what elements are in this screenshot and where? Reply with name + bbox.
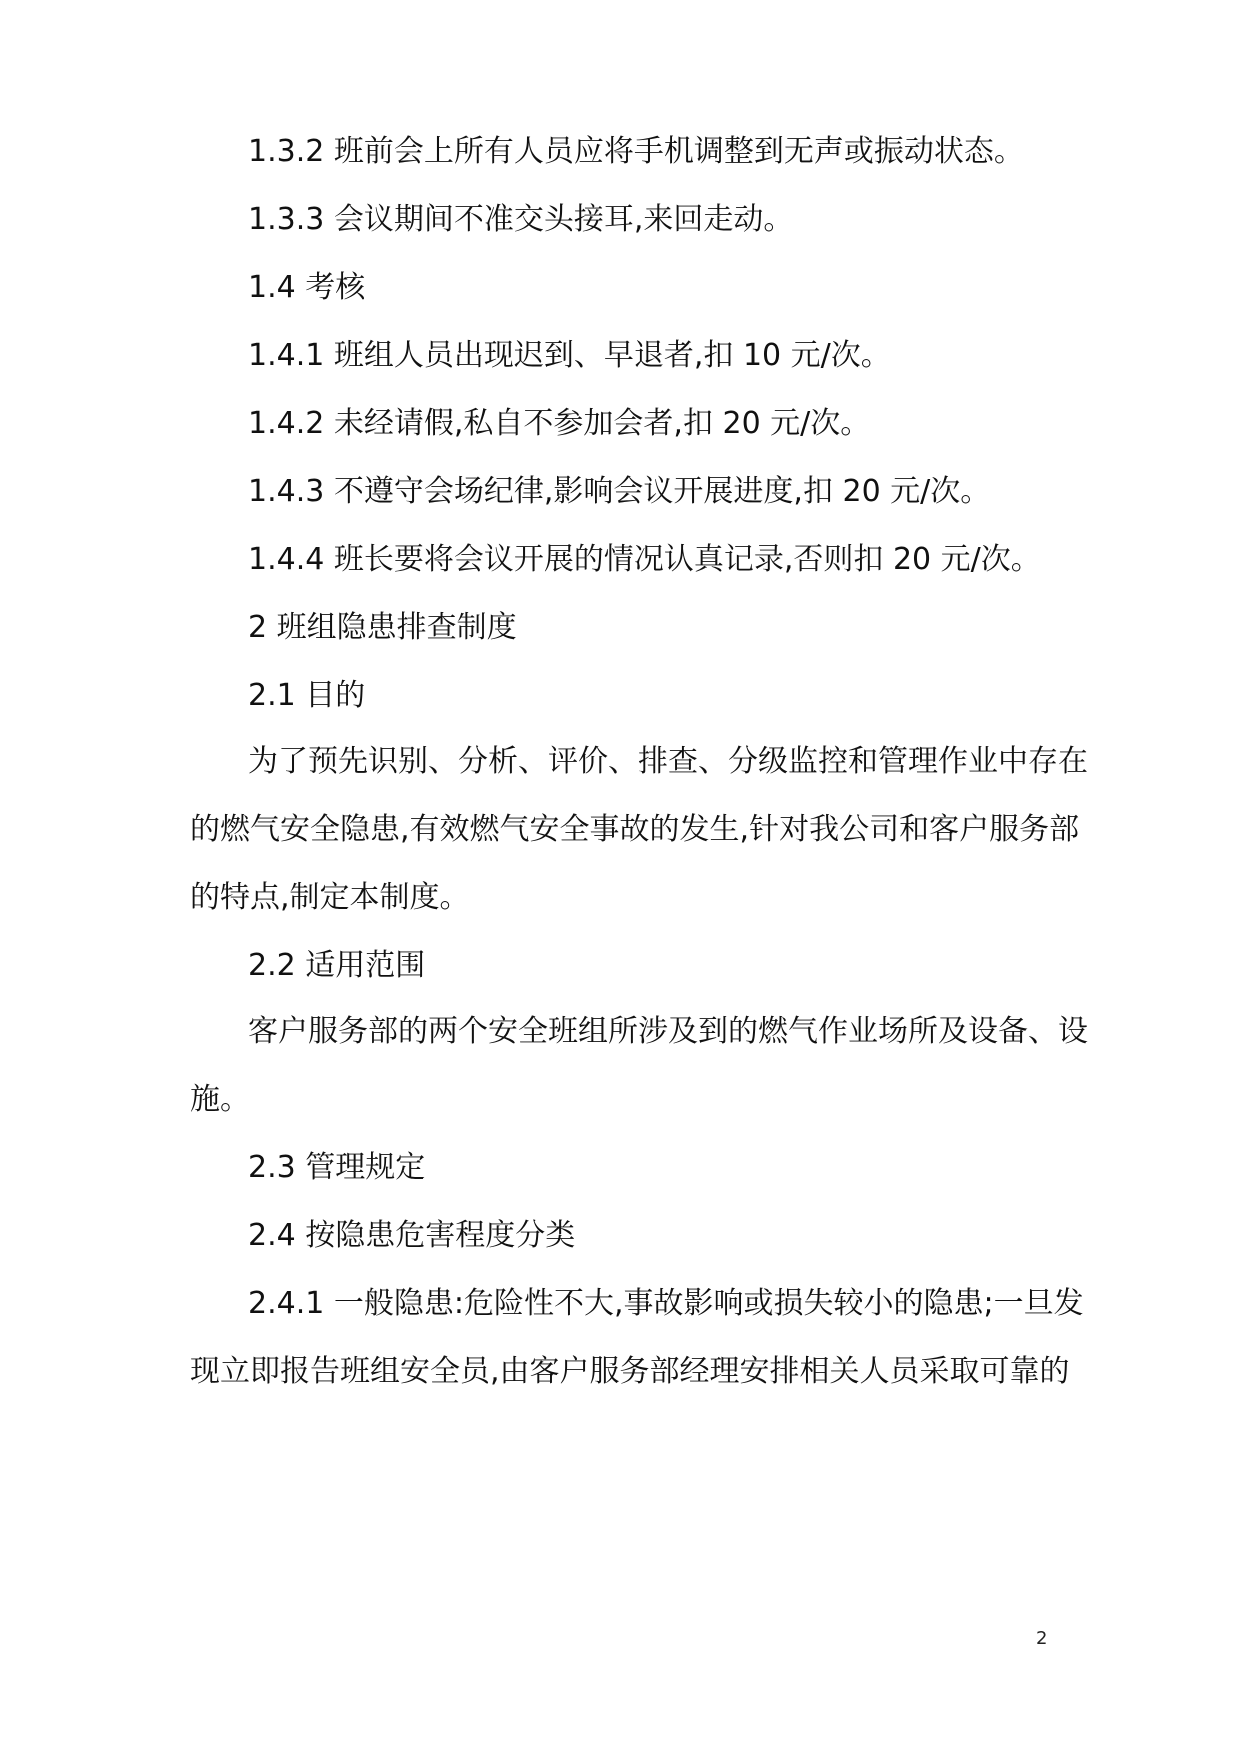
section-heading-2-1: 2.1 目的 — [248, 678, 366, 713]
paragraph-line: 的特点,制定本制度。 — [190, 880, 470, 915]
paragraph-line: 为了预先识别、分析、评价、排查、分级监控和管理作业中存在 — [248, 744, 1088, 779]
text-line-1-4-1: 1.4.1 班组人员出现迟到、早退者,扣 10 元/次。 — [248, 338, 891, 373]
section-heading-2-2: 2.2 适用范围 — [248, 948, 426, 983]
paragraph-line: 2.4.1 一般隐患:危险性不大,事故影响或损失较小的隐患;一旦发 — [248, 1286, 1084, 1321]
text-line-1-3-2: 1.3.2 班前会上所有人员应将手机调整到无声或振动状态。 — [248, 134, 1024, 169]
paragraph-line: 的燃气安全隐患,有效燃气安全事故的发生,针对我公司和客户服务部 — [190, 812, 1080, 847]
page-number: 2 — [1036, 1628, 1048, 1649]
paragraph-line: 施。 — [190, 1082, 250, 1117]
section-heading-2-4: 2.4 按隐患危害程度分类 — [248, 1218, 576, 1253]
paragraph-line: 客户服务部的两个安全班组所涉及到的燃气作业场所及设备、设 — [248, 1014, 1088, 1049]
text-line-1-3-3: 1.3.3 会议期间不准交头接耳,来回走动。 — [248, 202, 794, 237]
section-heading-2: 2 班组隐患排查制度 — [248, 610, 517, 645]
text-line-1-4-2: 1.4.2 未经请假,私自不参加会者,扣 20 元/次。 — [248, 406, 871, 441]
section-heading-1-4: 1.4 考核 — [248, 270, 366, 305]
paragraph-line: 现立即报告班组安全员,由客户服务部经理安排相关人员采取可靠的 — [190, 1354, 1070, 1389]
text-line-1-4-4: 1.4.4 班长要将会议开展的情况认真记录,否则扣 20 元/次。 — [248, 542, 1041, 577]
section-heading-2-3: 2.3 管理规定 — [248, 1150, 426, 1185]
text-line-1-4-3: 1.4.3 不遵守会场纪律,影响会议开展进度,扣 20 元/次。 — [248, 474, 991, 509]
